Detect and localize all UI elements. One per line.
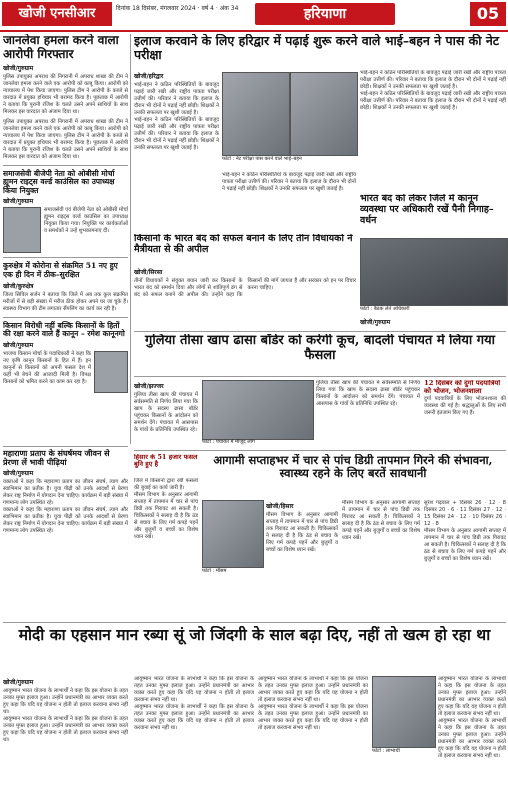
article-body: भाजपा किसान मोर्चा के पदाधिकारी ने कहा कि नए कृषि कानून किसानों के हित में हैं। इन कानूनों से किसानों को अपनी फसल देश में कहीं भी बेचने की आजादी मिली है। विपक्ष किसानों को भ्रमित करने का काम कर रहा है। [3,350,91,385]
article-body: भाई-बहन ने कठिन परिस्थितियों के बावजूद पढ़ाई जारी रखी और राष्ट्रीय पात्रता परीक्षा उत्तीर्ण की। परिवार ने बताया कि इलाज के दौरान भी दोनों ने पढ़ाई नहीं छोड़ी। शिक्षकों ने उनकी सफलता पर खुशी जताई है। [222,172,356,192]
weather-headline-box [200,454,506,494]
bandh-photo [360,238,508,306]
article-headline: जानलेवा हमला करने वाला आरोपी गिरफ्तार [3,34,119,61]
bandh-caption: फोटो : बैठक लेते अधिकारी [360,306,410,312]
article-body: सुरेश गढ़वाल + दिसंबर 26 · 12 · 8 दिसंबर 20 · 6 · 11 दिसंबर 27 · 12 · 15 दिसंबर 24 · 12 · 10 दिसंबर 26 · 12 · 8 [424,500,506,527]
article-body: पुलिस उपायुक्त अपराध की निगरानी में अपराध शाखा की टीम ने जानलेवा हमला करने वाले एक आरोपी को काबू किया। आरोपी को न्यायालय में पेश किया जाएगा। पुलिस टीम ने आरोपी के कब्जे से वारदात में प्रयुक्त हथियार भी बरामद किया है। पूछताछ में आरोपी ने बताया कि पुरानी रंजिश के चलते उसने अपने साथियों के साथ मिलकर इस वारदात को अंजाम दिया था। [3,118,128,160]
gulia-col-1 [134,380,198,446]
article-byline: खोजी/झज्जर [134,383,164,390]
article-body: भाई-बहन ने कठिन परिस्थितियों के बावजूद पढ़ाई जारी रखी और राष्ट्रीय पात्रता परीक्षा उत्तीर्ण की। परिवार ने बताया कि इलाज के दौरान भी दोनों ने पढ़ाई नहीं छोड़ी। शिक्षकों ने उनकी सफलता पर खुशी जताई है। [134,82,219,116]
portrait-photo [3,207,41,253]
weather-col-2 [266,500,338,618]
gulia-photo [202,380,314,440]
article-body: दुर्गा पदयात्रियों के लिए भोजनशाला की व्यवस्था की गई है। श्रद्धालुओं के लिए सभी जरूरी इंतजाम किए गए हैं। [424,395,506,416]
masthead [0,0,508,32]
article-body: भाई-बहन ने कठिन परिस्थितियों के बावजूद पढ़ाई जारी रखी और राष्ट्रीय पात्रता परीक्षा उत्तीर्ण की। परिवार ने बताया कि इलाज के दौरान भी दोनों ने पढ़ाई नहीं छोड़ी। शिक्षकों ने उनकी सफलता पर खुशी जताई है। [360,70,506,90]
modi-caption: फोटो : लाभार्थी [372,748,400,754]
paper-name: खोजी एनसीआर [2,2,112,26]
left-column [3,34,128,444]
article-body: आयुष्मान भारत योजना के लाभार्थी ने कहा कि इस योजना के तहत उनका मुफ्त इलाज हुआ। उन्होंने प्रधानमंत्री का आभार व्यक्त करते हुए कहा कि यदि यह योजना न होती तो इलाज करवाना संभव नहीं था। [258,676,368,703]
article-body: पुलिस उपायुक्त अपराध की निगरानी में अपराध शाखा की टीम ने जानलेवा हमला करने वाले एक आरोपी को काबू किया। आरोपी को न्यायालय में पेश किया जाएगा। पुलिस टीम ने आरोपी के कब्जे से वारदात में प्रयुक्त हथियार भी बरामद किया है। पूछताछ में आरोपी ने बताया कि पुरानी रंजिश के चलते उसने अपने साथियों के साथ मिलकर इस वारदात को अंजाम दिया था। [3,73,128,115]
modi-col-2 [134,676,254,798]
portrait-photo [94,351,128,393]
article-body: आयुष्मान भारत योजना के लाभार्थी ने कहा कि इस योजना के तहत उनका मुफ्त इलाज हुआ। उन्होंने प्रधानमंत्री का आभार व्यक्त करते हुए कहा कि यदि यह योजना न होती तो इलाज करवाना संभव नहीं था। [438,676,506,717]
lead-headline-box [134,34,506,66]
article-headline: समाजसेवी बीजेपी नेता को ओबीसी मोर्चा ह्यूमन राइट्स वर्ल्ड काउंसिल का उपाध्यक्ष किया नियुक्त [3,168,115,195]
modi-col-1 [3,676,128,798]
lead-col-1 [134,70,219,230]
article-body: वक्ताओं ने कहा कि महाराणा प्रताप का जीवन संघर्ष, त्याग और स्वाभिमान का प्रतीक है। युवा पीढ़ी को उनके आदर्शों से प्रेरणा लेकर राष्ट्र निर्माण में योगदान देना चाहिए। कार्यक्रम में बड़ी संख्या में गणमान्य लोग उपस्थित रहे। [3,507,128,535]
article-body: आयुष्मान भारत योजना के लाभार्थी ने कहा कि इस योजना के तहत उनका मुफ्त इलाज हुआ। उन्होंने प्रधानमंत्री का आभार व्यक्त करते हुए कहा कि यदि यह योजना न होती तो इलाज करवाना संभव नहीं था। [134,676,254,703]
weather-col-4 [424,500,506,618]
article-headline: किसान विरोधी नहीं बल्कि किसानों के हितों की रक्षा करने वाले हैं कानून – रमेश कानूनगो [3,320,125,339]
lead-caption: फोटो : नेट परीक्षा पास करने वाले भाई–बहन [222,156,302,162]
bandh-headline: भारत बंद को लेकर जिले में कानून व्यवस्था पर अधिकारी रखें पैनी निगाह–वर्धन [360,194,494,226]
lead-headline: इलाज करवाने के लिए हरिद्वार में पढ़ाई शुरू करने वाले भाई–बहन ने पास की नेट परीक्षा [134,34,500,63]
lead-photo-left [222,72,290,156]
article-body: जिला सिविल सर्जन ने बताया कि जिले में अब तक कुल संक्रमित मरीजों में से बड़ी संख्या में मरीज ठीक होकर अपने घर जा चुके हैं। स्वास्थ्य विभाग की टीम लगातार सैंपलिंग का कार्य कर रही है। [3,291,128,312]
weather-headline: आगामी सप्ताहभर में चार से पांच डिग्री तापमान गिरने की संभावना, स्वास्थ्य रहने के लिए बरतें सावधानी [213,454,493,481]
maharana-article [3,449,128,619]
article-byline: खोजी/हरिद्वार [134,73,164,80]
article-body: भाई-बहन ने कठिन परिस्थितियों के बावजूद पढ़ाई जारी रखी और राष्ट्रीय पात्रता परीक्षा उत्तीर्ण की। परिवार ने बताया कि इलाज के दौरान भी दोनों ने पढ़ाई नहीं छोड़ी। शिक्षकों ने उनकी सफलता पर खुशी जताई है। [134,117,219,151]
farmers-headline: किसानों के भारत बंद को सफल बनाने के लिए तीन विधायकों ने मैत्रीयता से की अपील [134,234,353,255]
modi-col-4 [438,676,506,798]
farmers-headline-box [134,234,356,262]
lead-col-3 [360,70,506,190]
article-body: आयुष्मान भारत योजना के लाभार्थी ने कहा कि इस योजना के तहत उनका मुफ्त इलाज हुआ। उन्होंने प्रधानमंत्री का आभार व्यक्त करते हुए कहा कि यदि यह योजना न होती तो इलाज करवाना संभव नहीं था। [438,718,506,759]
article-byline: खोजी/कुरुक्षेत्र [3,282,34,290]
section-title: हरियाणा [255,3,395,25]
lead-photo-right [290,72,358,156]
article-byline: खोजी/गुरुग्राम [3,470,34,478]
article-body: आयुष्मान भारत योजना के लाभार्थी ने कहा कि इस योजना के तहत उनका मुफ्त इलाज हुआ। उन्होंने प्रधानमंत्री का आभार व्यक्त करते हुए कहा कि यदि यह योजना न होती तो इलाज करवाना संभव नहीं था। [134,704,254,731]
weather-caption: फोटो : मौसम [202,568,227,574]
article-body: मौसम विभाग के अनुसार आगामी सप्ताह में तापमान में चार से पांच डिग्री तक गिरावट आ सकती है। चिकित्सकों ने सलाह दी है कि ठंड से बचाव के लिए गर्म कपड़े पहनें और बुजुर्गों व बच्चों का विशेष ध्यान रखें। [134,492,198,540]
side-headline: हिसार के 51 हजार फसल बुनि हुए है [134,454,198,469]
article-body: जिले में किसानों द्वारा रबी फसलों की बुवाई का कार्य जारी है। [134,478,198,491]
side-headline: 12 दिसंबर को दुर्गा पदयात्रियों को भोजन, भोजनशाला [424,380,501,395]
gulia-side-box [424,380,506,446]
modi-headline: मोदी का एहसान मान रब्या सूं जो जिंदगी के साल बढ़ा दिए, नहीं तो खत्म हो रहा था [18,626,491,644]
gulia-headline: गुलिया तीसा खाप ढासा बॉर्डर को करेगी कूच, बादली पंचायत में लिया गया फैसला [145,334,495,363]
gulia-headline-box [134,334,506,374]
article-byline: खोजी/गुरुग्राम [3,679,34,686]
article-body: वक्ताओं ने कहा कि महाराणा प्रताप का जीवन संघर्ष, त्याग और स्वाभिमान का प्रतीक है। युवा पीढ़ी को उनके आदर्शों से प्रेरणा लेकर राष्ट्र निर्माण में योगदान देना चाहिए। कार्यक्रम में बड़ी संख्या में गणमान्य लोग उपस्थित रहे। [3,479,128,507]
article-byline: खोजी/गुरुग्राम [360,319,391,326]
article-body: आयुष्मान भारत योजना के लाभार्थी ने कहा कि इस योजना के तहत उनका मुफ्त इलाज हुआ। उन्होंने प्रधानमंत्री का आभार व्यक्त करते हुए कहा कि यदि यह योजना न होती तो इलाज करवाना संभव नहीं था। [258,704,368,731]
gulia-caption: फोटो : पंचायत में मौजूद लोग [202,439,255,445]
weather-photo [202,500,264,568]
article-byline: खोजी/सिरसा [134,269,163,276]
article-byline: खोजी/गुरुग्राम [3,198,34,206]
page-number: 05 [470,2,506,26]
article-byline: खोजी/गुरुग्राम [3,341,34,349]
date-line: दिनांक 18 दिसंबर, मंगलवार 2024 · वर्ष 4 · अंक 34 [116,5,239,12]
weather-col-1 [134,478,198,618]
article-body: भाई-बहन ने कठिन परिस्थितियों के बावजूद पढ़ाई जारी रखी और राष्ट्रीय पात्रता परीक्षा उत्तीर्ण की। परिवार ने बताया कि इलाज के दौरान भी दोनों ने पढ़ाई नहीं छोड़ी। शिक्षकों ने उनकी सफलता पर खुशी जताई है। [360,91,506,111]
article-body: आयुष्मान भारत योजना के लाभार्थी ने कहा कि इस योजना के तहत उनका मुफ्त इलाज हुआ। उन्होंने प्रधानमंत्री का आभार व्यक्त करते हुए कहा कि यदि यह योजना न होती तो इलाज करवाना संभव नहीं था। [3,716,128,743]
modi-photo [372,676,436,748]
article-body: गुलिया तीसा खाप की पंचायत में सर्वसम्मति से निर्णय लिया गया कि खाप के सदस्य ढासा बॉर्डर पहुंचकर किसानों के आंदोलन को समर्थन देंगे। पंचायत में आसपास के गांवों के प्रतिनिधि उपस्थित रहे। [134,392,198,433]
article-body: तीनों विधायकों ने संयुक्त बयान जारी कर किसानों के भारत बंद को समर्थन दिया और लोगों से शांतिपूर्ण ढंग से बंद को सफल बनाने की अपील की। उन्होंने कहा कि किसानों की मांगें जायज हैं और सरकार को इन पर विचार करना चाहिए। [134,278,356,298]
gulia-col-3 [316,380,420,446]
article-byline: खोजी/गुरुग्राम [3,64,34,72]
article-headline: महाराणा प्रताप के संघर्षमय जीवन से प्रेरणा लें भावी पीढ़ियां [3,449,110,468]
article-byline: खोजी/हिसार [266,503,294,510]
article-body: समाजसेवी एवं बीजेपी नेता को ओबीसी मोर्चा ह्यूमन राइट्स वर्ल्ड काउंसिल का उपाध्यक्ष नियुक्त किया गया। नियुक्ति पर कार्यकर्ताओं व समर्थकों ने उन्हें शुभकामनाएं दीं। [44,207,128,235]
article-body: गुलिया तीसा खाप की पंचायत में सर्वसम्मति से निर्णय लिया गया कि खाप के सदस्य ढासा बॉर्डर पहुंचकर किसानों के आंदोलन को समर्थन देंगे। पंचायत में आसपास के गांवों के प्रतिनिधि उपस्थित रहे। [316,380,420,407]
bandh-byline-box [360,316,506,328]
modi-headline-box [3,626,506,670]
farmers-body [134,266,356,328]
article-body: मौसम विभाग के अनुसार आगामी सप्ताह में तापमान में चार से पांच डिग्री तक गिरावट आ सकती है। चिकित्सकों ने सलाह दी है कि ठंड से बचाव के लिए गर्म कपड़े पहनें और बुजुर्गों व बच्चों का विशेष ध्यान रखें। [424,528,506,562]
article-body: आयुष्मान भारत योजना के लाभार्थी ने कहा कि इस योजना के तहत उनका मुफ्त इलाज हुआ। उन्होंने प्रधानमंत्री का आभार व्यक्त करते हुए कहा कि यदि यह योजना न होती तो इलाज करवाना संभव नहीं था। [3,688,128,715]
article-body: मौसम विभाग के अनुसार आगामी सप्ताह में तापमान में चार से पांच डिग्री तक गिरावट आ सकती है। चिकित्सकों ने सलाह दी है कि ठंड से बचाव के लिए गर्म कपड़े पहनें और बुजुर्गों व बच्चों का विशेष ध्यान रखें। [342,500,420,541]
article-body: मौसम विभाग के अनुसार आगामी सप्ताह में तापमान में चार से पांच डिग्री तक गिरावट आ सकती है। चिकित्सकों ने सलाह दी है कि ठंड से बचाव के लिए गर्म कपड़े पहनें और बुजुर्गों व बच्चों का विशेष ध्यान रखें। [266,512,338,553]
hisar-side-box [134,454,198,476]
modi-col-3 [258,676,368,798]
bandh-headline-box [360,194,506,234]
lead-col-2 [222,172,356,230]
weather-col-3 [342,500,420,618]
article-headline: कुरुक्षेत्र में कोरोना से संक्रमित 51 नए हुए एक ही दिन में ठीक–सुरक्षित [3,261,118,280]
